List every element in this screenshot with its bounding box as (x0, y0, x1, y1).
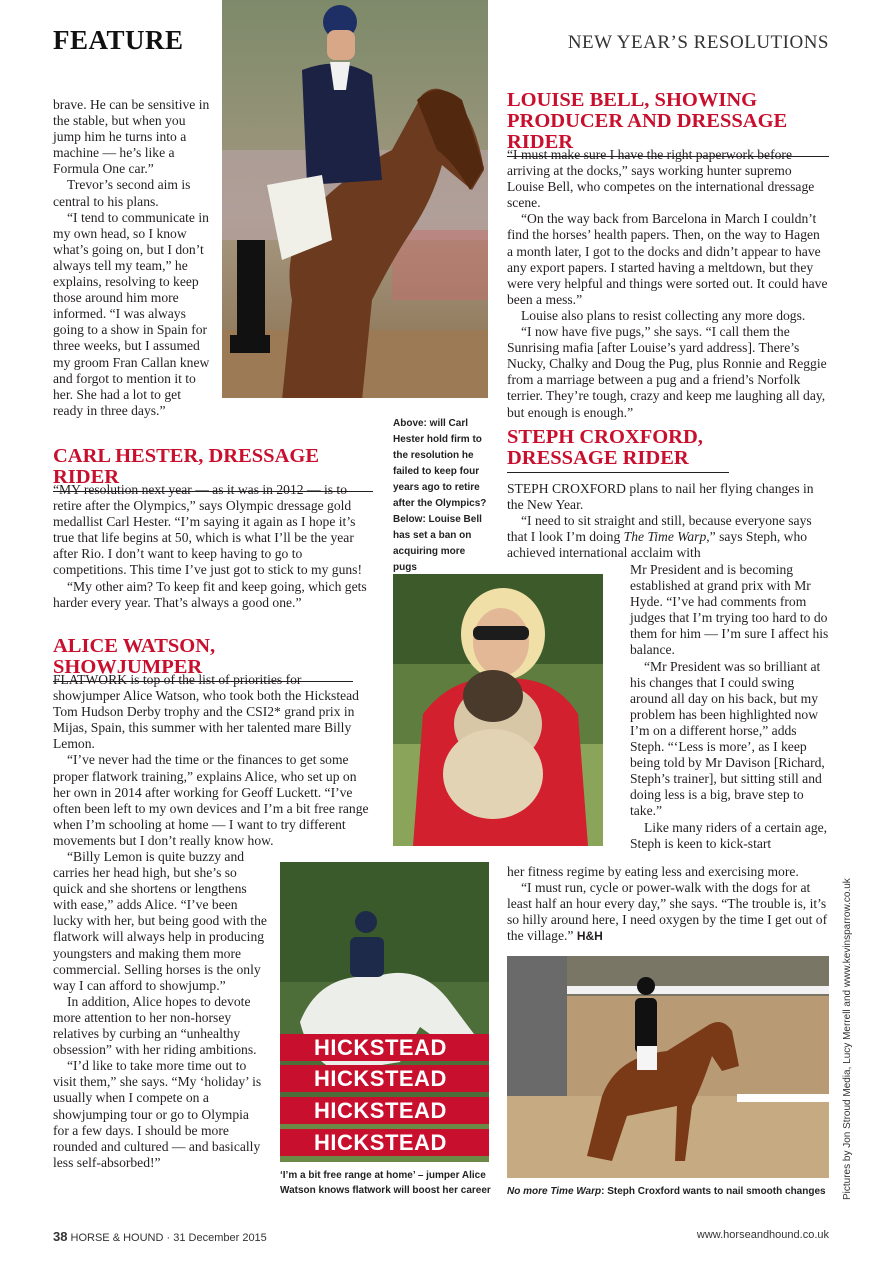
steph-photo-caption (507, 1184, 829, 1199)
carl-paragraph: “My other aim? To keep fit and keep going, which gets harder every year. That’s always a good one.” (53, 578, 367, 610)
section-label: FEATURE (53, 25, 184, 55)
steph-paragraph: her fitness regime by eating less and exercising more. (507, 864, 799, 879)
steph-text: “I must run, cycle or power-walk with the dogs for at least half an hour every day,” she says. “The trouble is, it’s so hilly around here, I need oxygen by the time I get out of the village.” (507, 880, 828, 944)
footer-separator: · (166, 1232, 171, 1244)
carl-paragraph: “MY resolution next year — as it was in 2012 — is to retire after the Olympics,” says Olympic dressage gold medallist Carl Hester. “I’m saying it again as I hope it’s true that life begins at 50, which is what I’ll be the year after Rio. I don’t want to keep having to go to competitions. This time I’ve just got to stick to my guns! (53, 482, 362, 578)
louise-bell-heading: LOUISE BELL, SHOWING PRODUCER AND DRESSAGE RIDER (507, 90, 829, 157)
steph-paragraph: STEPH CROXFORD plans to nail her flying changes in the New Year. (507, 481, 814, 513)
intro-paragraph: “I tend to communicate in my own head, so I know what’s going on, but I don’t always tell my team,” he explains, resolving to keep those around him more informed. “I was always going to a show in Spain for three weeks, but I assumed my groom Fran Callan knew and forgot to mention it to her. She had a lot to get ready in three days.” (53, 209, 210, 418)
steph-text-italic: The Time Warp (623, 529, 707, 545)
hickstead-banner: HICKSTEAD (314, 1035, 447, 1060)
louise-paragraph: Louise also plans to resist collecting any more dogs. (521, 307, 806, 323)
alice-paragraph: “Billy Lemon is quite buzzy and carries her head high, but she’s so quick and she shortens or lengthens with ease,” adds Alice. “I’ve been lucky with her, but being good with the flatwork will always help in producing youngsters and making them more commercial. Selling horses is the only way I can afford to showjump.” (53, 849, 267, 993)
alice-watson-body-wide (53, 672, 371, 849)
alice-paragraph: FLATWORK is top of the list of priorities for showjumper Alice Watson, who took both the Hickstead Tom Hudson Derby trophy and the CSI2* grand prix in Mijas, Spain, this summer with her talented mare Billy Lemon. (53, 672, 359, 752)
alice-watson-heading: ALICE WATSON, SHOWJUMPER (53, 636, 353, 682)
intro-column (53, 97, 213, 419)
steph-paragraph: “Mr President was so brilliant at his changes that I could swing around all day on his back, but my problem has been highlighted now I’m on a different horse,” adds Steph. “‘Less is more’, as I keep being told by Mr Davison [Richard, Steph’s trainer], but sitting still and doing less is a big, brave step to take.” (630, 658, 825, 819)
hickstead-banner: HICKSTEAD (314, 1130, 447, 1155)
steph-croxford-photo (507, 956, 829, 1178)
steph-text: “I need to sit straight and still, because everyone says that I look I’m doing (507, 513, 812, 545)
alice-watson-body-narrow (53, 849, 268, 1171)
alice-paragraph: “I’ve never had the time or the finances to get some proper flatwork training,” explains Alice, who set up on her own in 2014 after working for Geoff Luckett. “I’ve often been left to my own devices and I’m a bit free range when I’m schooling at home — I want to try different movements but I don’t really know how. (53, 752, 369, 848)
steph-paragraph (507, 513, 829, 561)
steph-croxford-body-bottom (507, 864, 829, 944)
hickstead-banner: HICKSTEAD (314, 1066, 447, 1091)
caption-text: : Steph Croxford wants to nail smooth changes (601, 1186, 826, 1197)
alice-paragraph: In addition, Alice hopes to devote more attention to her non-horsey relatives by curbing an “unhealthy obsession” with her riding ambitions. (53, 993, 257, 1058)
alice-watson-photo (280, 862, 489, 1162)
steph-paragraph (507, 880, 829, 944)
steph-croxford-heading: STEPH CROXFORD, DRESSAGE RIDER (507, 427, 729, 473)
louise-paragraph: “I now have five pugs,” she says. “I call them the Sunrising mafia [after Louise’s yard address]. There’s Nucky, Chalky and Doug the Pug, plus Ronnie and Reggie from a marriage between a pug and a friend’s Norfolk terrier. They’re tough, crazy and keep me laughing all day, but enough is enough.” (507, 324, 827, 420)
louise-paragraph: “I must make sure I have the right paperwork before arriving at the docks,” says working hunter supremo Louise Bell, who competes on the international dressage scene. (507, 147, 815, 211)
carl-hester-heading: CARL HESTER, DRESSAGE RIDER (53, 446, 373, 492)
section-topic: NEW YEAR’S RESOLUTIONS (567, 32, 829, 53)
intro-paragraph: brave. He can be sensitive in the stable, but when you jump him he turns into a machine — he’s like a Formula One car.” (53, 97, 210, 177)
photo-credits: Pictures by Jon Stroud Media, Lucy Merrell and www.kevinsparrow.co.uk (842, 878, 853, 1200)
carl-louise-caption: Above: will Carl Hester hold firm to the resolution he failed to keep four years ago to retire after the Olympics? Below: Louise Bell has set a ban on acquiring more pugs (393, 418, 487, 573)
louise-paragraph: “On the way back from Barcelona in March I couldn’t find the horses’ health papers. Then, on the way to Hagen a month later, I got to the docks and didn’t appear to have any export papers. I started having a meltdown, but they were very helpful and things were sorted out. It could have been a mess.” (507, 211, 828, 307)
footer-url: www.horseandhound.co.uk (696, 1229, 829, 1241)
steph-croxford-body-narrow (630, 562, 829, 852)
alice-paragraph: “I’d like to take more time out to visit them,” she says. “My ‘holiday’ is usually when I compete on a showjumping tour or go to Olympia for a few days. I should be more rounded and cultured — and basically less self-absorbed!” (53, 1058, 262, 1170)
steph-paragraph: Mr President and is becoming established at grand prix with Mr Hyde. “I’ve had comments from judges that I’m trying too hard to do them for him — I’m sure I affect his balance. (630, 562, 829, 658)
signoff: H&H (576, 929, 603, 944)
steph-paragraph: Like many riders of a certain age, Steph is keen to kick-start (630, 819, 828, 851)
page-number: 38 (53, 1229, 68, 1244)
carl-hester-body (53, 482, 369, 611)
louise-bell-photo (393, 574, 603, 846)
caption-italic: No more Time Warp (507, 1186, 602, 1197)
hickstead-banner: HICKSTEAD (314, 1098, 447, 1123)
steph-croxford-body-top (507, 481, 829, 561)
magazine-name: HORSE & HOUND (70, 1232, 164, 1244)
carl-hester-photo (222, 0, 488, 398)
alice-photo-caption: ‘I’m a bit free range at home’ – jumper Alice Watson knows flatwork will boost her career (280, 1170, 491, 1196)
louise-bell-body (507, 147, 829, 421)
footer-left (53, 1229, 267, 1244)
intro-paragraph: Trevor’s second aim is central to his plans. (53, 177, 191, 209)
steph-text: ,” says Steph, who achieved international acclaim with (507, 529, 808, 561)
issue-date: 31 December 2015 (173, 1232, 267, 1244)
